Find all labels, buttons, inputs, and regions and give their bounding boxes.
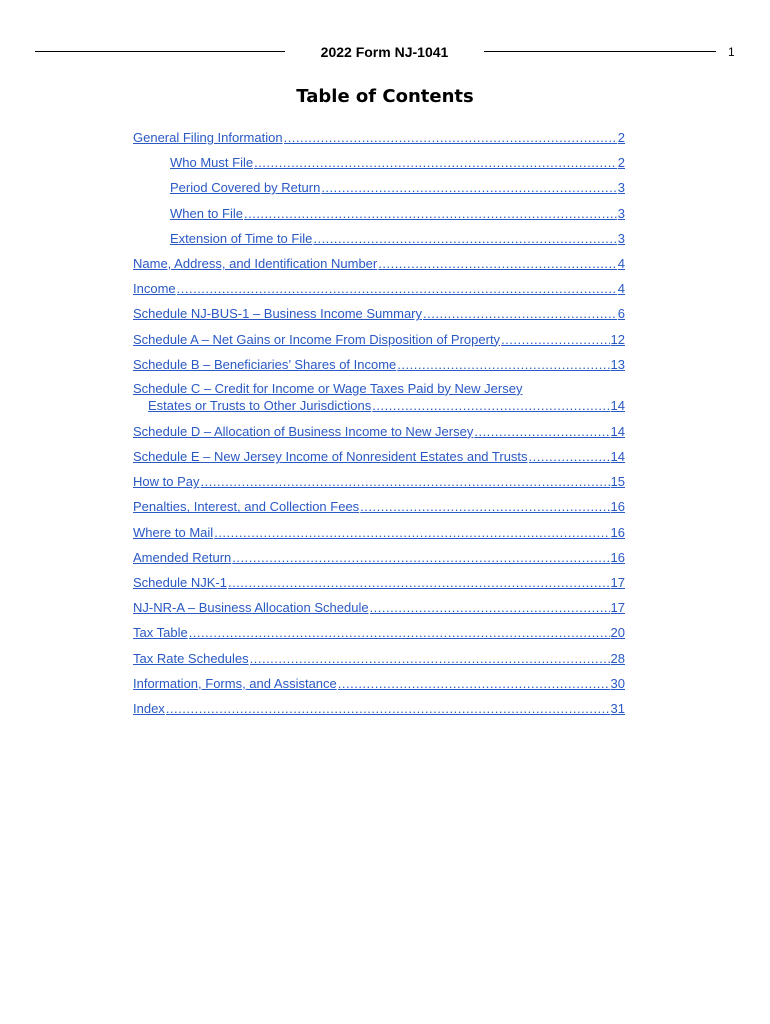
dot-leader	[166, 699, 610, 719]
toc-link-amended-return[interactable]	[133, 548, 625, 573]
toc-link-schedule-a[interactable]	[133, 330, 625, 355]
toc-link-general-filing-information[interactable]	[133, 128, 625, 153]
toc-page-number: 16	[610, 499, 625, 515]
toc-page-number: 20	[610, 625, 625, 641]
toc-page-number: 2	[617, 130, 625, 145]
toc-page-number: 16	[610, 549, 625, 565]
header-rule-left	[35, 51, 285, 52]
toc-link-index[interactable]	[133, 699, 625, 724]
toc-link-label: Schedule NJ-BUS-1 – Business Income Summary	[133, 306, 423, 322]
toc-link-label: Amended Return	[133, 549, 232, 565]
toc-link-how-to-pay[interactable]	[133, 472, 625, 497]
toc-page-number: 3	[617, 180, 625, 196]
toc-page-number: 31	[610, 700, 625, 716]
dot-leader	[338, 674, 610, 694]
toc-link-label: Extension of Time to File	[170, 230, 313, 246]
dot-leader	[372, 397, 609, 414]
toc-link-name-address-id[interactable]	[133, 254, 625, 279]
dot-leader	[244, 204, 617, 224]
dot-leader	[474, 422, 609, 442]
toc-link-when-to-file[interactable]	[133, 204, 625, 229]
toc-link-penalties[interactable]	[133, 497, 625, 522]
toc-link-label: General Filing Information	[133, 130, 283, 145]
dot-leader	[370, 598, 610, 618]
toc-link-label: Schedule A – Net Gains or Income From Disposition of Property	[133, 331, 501, 347]
dot-leader	[284, 128, 617, 148]
toc-link-label: Name, Address, and Identification Number	[133, 255, 378, 271]
toc-page-number: 4	[617, 255, 625, 271]
dot-leader	[254, 153, 617, 173]
toc-link-schedule-b[interactable]	[133, 355, 625, 380]
toc-page-number: 2	[617, 155, 625, 171]
toc-link-label: Who Must File	[170, 155, 254, 171]
toc-link-label: Schedule E – New Jersey Income of Nonresident Estates and Trusts	[133, 449, 528, 465]
toc-link-information-forms-assistance[interactable]	[133, 674, 625, 699]
toc-link-label: How to Pay	[133, 474, 200, 490]
toc-link-label: Penalties, Interest, and Collection Fees	[133, 499, 360, 515]
toc-page-number: 13	[610, 356, 625, 372]
toc-link-schedule-nj-bus-1[interactable]	[133, 304, 625, 329]
dot-leader	[313, 229, 616, 249]
toc-link-income[interactable]	[133, 279, 625, 304]
toc-page-number: 15	[610, 474, 625, 490]
toc-link-label: Schedule D – Allocation of Business Income to New Jersey	[133, 423, 474, 439]
dot-leader	[501, 330, 609, 350]
toc-link-label: Schedule C – Credit for Income or Wage Taxes Paid by New Jersey	[133, 380, 523, 396]
dot-leader	[423, 304, 617, 324]
dot-leader	[529, 447, 610, 467]
toc-link-extension-of-time[interactable]	[133, 229, 625, 254]
toc-link-label: NJ-NR-A – Business Allocation Schedule	[133, 600, 369, 616]
toc-page-number: 16	[610, 524, 625, 540]
toc-page-number: 17	[610, 600, 625, 616]
toc-link-tax-table[interactable]	[133, 623, 625, 648]
toc-link-tax-rate-schedules[interactable]	[133, 649, 625, 674]
toc-page-number: 30	[610, 675, 625, 691]
toc-link-who-must-file[interactable]	[133, 153, 625, 178]
form-title: 2022 Form NJ-1041	[320, 44, 449, 60]
dot-leader	[250, 649, 610, 669]
toc-link-label-continued: Estates or Trusts to Other Jurisdictions	[148, 397, 372, 413]
toc-link-schedule-c[interactable]	[133, 380, 625, 422]
dot-leader	[189, 623, 610, 643]
toc-link-nj-nr-a[interactable]	[133, 598, 625, 623]
dot-leader	[177, 279, 617, 299]
dot-leader	[360, 497, 609, 517]
toc-page-number: 28	[610, 650, 625, 666]
toc-page-number: 14	[610, 449, 625, 465]
toc-page-number: 14	[610, 397, 625, 413]
dot-leader	[232, 548, 609, 568]
toc-page-number: 17	[610, 575, 625, 590]
header-rule-right	[484, 51, 716, 52]
toc-title: Table of Contents	[296, 86, 474, 107]
toc-link-label: When to File	[170, 205, 243, 221]
toc-link-label: Index	[133, 700, 165, 716]
toc-page-number: 3	[617, 230, 625, 246]
table-of-contents	[133, 128, 625, 724]
toc-link-schedule-njk-1[interactable]	[133, 573, 625, 598]
toc-page-number: 6	[617, 306, 625, 322]
toc-page-number: 4	[617, 281, 625, 297]
toc-link-label: Income	[133, 281, 176, 297]
toc-link-schedule-d[interactable]	[133, 422, 625, 447]
toc-link-where-to-mail[interactable]	[133, 523, 625, 548]
toc-page-number: 12	[610, 331, 625, 347]
dot-leader	[228, 573, 610, 593]
toc-link-label: Where to Mail	[133, 524, 214, 540]
toc-page-number: 3	[617, 205, 625, 221]
toc-page-number: 14	[610, 423, 625, 439]
dot-leader	[214, 523, 609, 543]
toc-line-1	[133, 380, 625, 397]
toc-link-label: Period Covered by Return	[170, 180, 321, 196]
toc-link-label: Tax Table	[133, 625, 188, 641]
toc-link-label: Schedule B – Beneficiaries’ Shares of Income	[133, 356, 397, 372]
page-number: 1	[728, 45, 735, 59]
toc-link-label: Tax Rate Schedules	[133, 650, 249, 666]
dot-leader	[397, 355, 609, 375]
toc-link-schedule-e[interactable]	[133, 447, 625, 472]
dot-leader	[321, 178, 616, 198]
dot-leader	[378, 254, 617, 274]
toc-line-2	[133, 397, 625, 414]
dot-leader	[200, 472, 609, 492]
toc-link-label: Schedule NJK-1	[133, 575, 227, 590]
toc-link-period-covered[interactable]	[133, 178, 625, 203]
toc-link-label: Information, Forms, and Assistance	[133, 675, 337, 691]
